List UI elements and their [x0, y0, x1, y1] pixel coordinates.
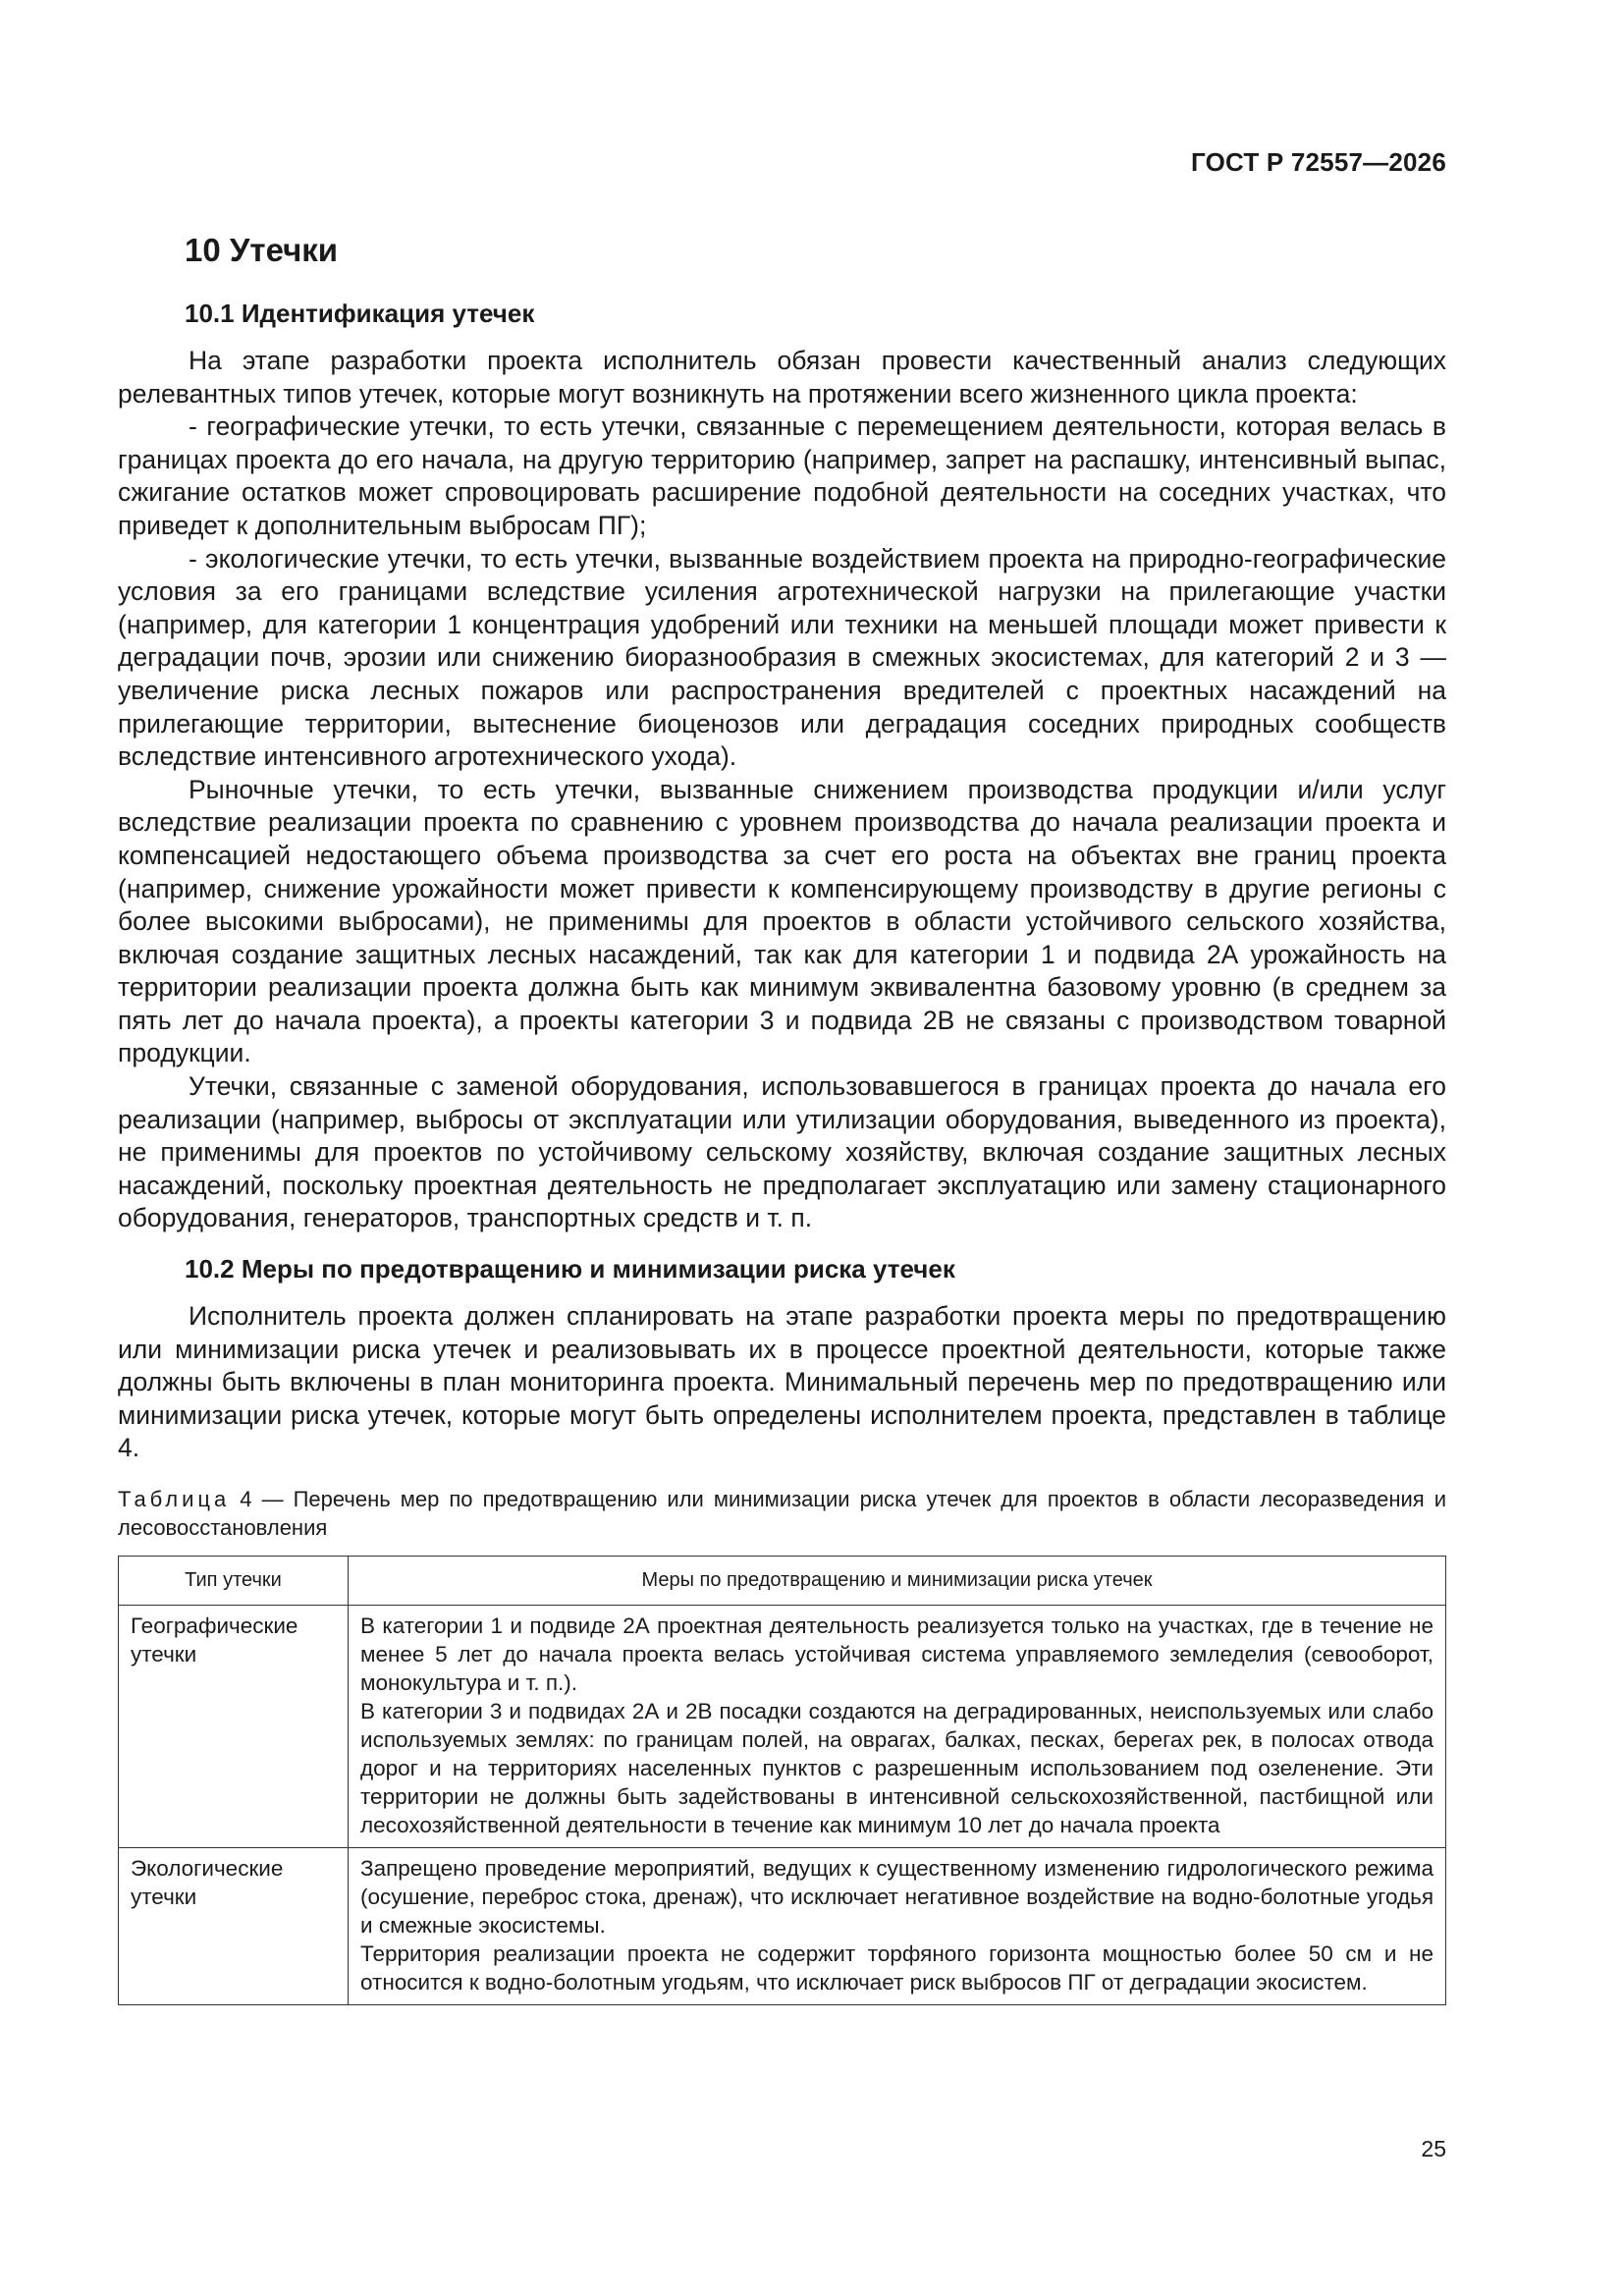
table-row	[119, 1606, 1446, 1848]
table-row	[119, 1848, 1446, 2005]
paragraph-market-leakage: Рыночные утечки, то есть утечки, вызванные снижением производства продукции и/или услуг вследствие реализации проекта по сравнению с уровнем производства до начала реализации проекта и компенсацией недостающего объема производства за счет его роста на объектах вне границ проекта (например, снижение урожайности может привести к компенсирующему производству в другие регионы с более высокими выбросами), не применимы для проектов в области устойчивого сельского хозяйства, включая создание защитных лесных насаждений, так как для категории 1 и подвида 2А урожайность на территории реализации проекта должна быть как минимум эквивалентна базовому уровню (в среднем за пять лет до начала проекта), а проекты категории 3 и подвида 2В не связаны с производством товарной продукции.	[118, 774, 1446, 1068]
subsection-title-10-1: 10.1 Идентификация утечек	[185, 299, 535, 328]
table-caption-prefix: Таблица	[118, 1487, 231, 1511]
table-cell-type: Географические утечки	[119, 1606, 349, 1848]
table-caption-text: 4 — Перечень мер по предотвращению или минимизации риска утечек для проектов в области лесоразведения и лесовосстановления	[118, 1487, 1446, 1540]
table-cell-text: В категории 1 и подвиде 2А проектная деятельность реализуется только на участках, где в течение не менее 5 лет до начала проекта велась устойчивая система управляемого земледелия (севооборот, монокультура и т. п.).	[360, 1613, 1434, 1695]
document-code: ГОСТ Р 72557—2026	[1191, 147, 1446, 177]
table-cell-text: Запрещено проведение мероприятий, ведущих к существенному изменению гидрологического режима (осушение, переброс стока, дренаж), что исключает негативное воздействие на водно-болотные угодья и смежные экосистемы.	[360, 1856, 1434, 1938]
table-header-type: Тип утечки	[119, 1557, 349, 1606]
paragraph-intro: На этапе разработки проекта исполнитель обязан провести качественный анализ следующих релевантных типов утечек, которые могут возникнуть на протяжении всего жизненного цикла проекта:	[118, 346, 1446, 409]
paragraph-ecological-leakage: - экологические утечки, то есть утечки, вызванные воздействием проекта на природно-географические условия за его границами вследствие усиления агротехнической нагрузки на прилегающие участки (например, для категории 1 концентрация удобрений или техники на меньшей площади может привести к деградации почв, эрозии или снижению биоразнообразия в смежных экосистемах, для категорий 2 и 3 — увеличение риска лесных пожаров или распространения вредителей с проектных насаждений на прилегающие территории, вытеснение биоценозов или деградация соседних природных сообществ вследствие интенсивного агротехнического ухода).	[118, 543, 1446, 772]
paragraph-equipment-leakage: Утечки, связанные с заменой оборудования, использовавшегося в границах проекта до начала его реализации (например, выбросы от эксплуатации или утилизации оборудования, выведенного из проекта), не применимы для проектов по устойчивому сельскому хозяйству, включая создание защитных лесных насаждений, поскольку проектная деятельность не предполагает эксплуатацию или замену стационарного оборудования, генераторов, транспортных средств и т. п.	[118, 1071, 1446, 1233]
table-header-measures: Меры по предотвращению и минимизации риска утечек	[349, 1557, 1446, 1606]
table-header-row	[119, 1557, 1446, 1606]
page-content	[118, 221, 1446, 2005]
table-cell-text: Территория реализации проекта не содержит торфяного горизонта мощностью более 50 см и не относится к водно-болотным угодьям, что исключает риск выбросов ПГ от деградации экосистем.	[360, 1941, 1434, 1995]
table-cell-measures	[349, 1606, 1446, 1848]
paragraph-geographic-leakage: - географические утечки, то есть утечки, связанные с перемещением деятельности, которая велась в границах проекта до его начала, на другую территорию (например, запрет на распашку, интенсивный выпас, сжигание остатков может спровоцировать расширение подобной деятельности на соседних участках, что приведет к дополнительным выбросам ПГ);	[118, 411, 1446, 540]
table-cell-type: Экологические утечки	[119, 1848, 349, 2005]
subsection-title-10-2: 10.2 Меры по предотвращению и минимизации риска утечек	[185, 1254, 955, 1285]
paragraph-measures-intro: Исполнитель проекта должен спланировать на этапе разработки проекта меры по предотвращению или минимизации риска утечек и реализовывать их в процессе проектной деятельности, которые также должны быть включены в план мониторинга проекта. Минимальный перечень мер по предотвращению или минимизации риска утечек, которые могут быть определены исполнителем проекта, представлен в таблице 4.	[118, 1301, 1446, 1463]
table-cell-measures	[349, 1848, 1446, 2005]
section-title: 10 Утечки	[185, 232, 339, 268]
table-cell-text: В категории 3 и подвидах 2А и 2В посадки создаются на деградированных, неиспользуемых или слабо используемых землях: по границам полей, на оврагах, балках, песках, берегах рек, в полосах отвода дорог и на территориях населенных пунктов с разрешенным использованием под озеленение. Эти территории не должны быть задействованы в интенсивной сельскохозяйственной, пастбищной или лесохозяйственной деятельности в течение как минимум 10 лет до начала проекта	[360, 1699, 1434, 1837]
table-caption	[118, 1485, 1446, 1542]
leakage-measures-table	[118, 1556, 1446, 2005]
page-number: 25	[1421, 2136, 1446, 2161]
